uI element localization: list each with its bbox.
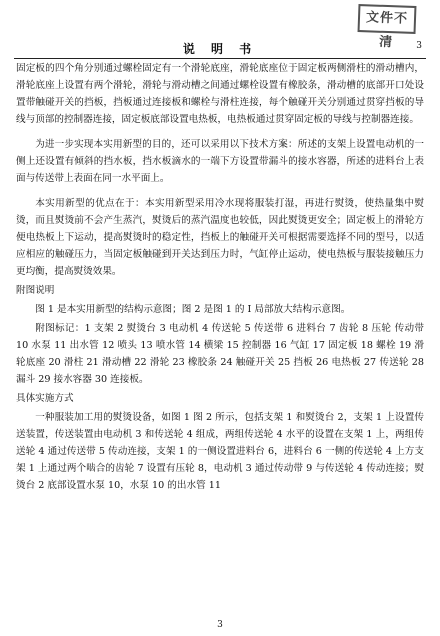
paragraph-fixed-plate: 固定板的四个角分别通过螺栓固定有一个滑轮底座，滑轮底座位于固定板两侧滑柱的滑动槽内，滑轮底座上设置有两个滑轮，滑轮与滑动槽之间通过螺栓设置有橡胶条，滑动槽的底部开口处设置带触碰开关的挡板，挡板通过连接板和螺栓与滑柱连接，每个触碰开关分别通过贯穿挡板的导线与顶部的控制器连接，固定板底部设置电热板，电热板通过贯穿固定板的导线与控制器连接。 xyxy=(16,63,424,125)
paragraph-figure-description: 图 1 是本实用新型的结构示意图；图 2 是图 1 的 I 局部放大结构示意图。 xyxy=(35,304,351,315)
paragraph-technical-scheme: 为进一步实现本实用新型的目的，还可以采用以下技术方案：所述的支架上设置电动机的一侧上还设置有倾斜的挡水板，挡水板滴水的一端下方设置带漏斗的接水容器，所述的进料台上表面与传送带上表面在同一水平面上。 xyxy=(16,139,424,184)
footer-page-number: 3 xyxy=(217,620,223,630)
section-heading-figures: 附图说明 xyxy=(16,285,55,296)
section-heading-embodiment: 具体实施方式 xyxy=(16,393,74,404)
header-page-number: 3 xyxy=(416,41,422,51)
paragraph-embodiment: 一种服装加工用的熨烫设备，如图 1 图 2 所示，包括支架 1 和熨烫台 2，支架 1 上设置传送装置，传送装置由电动机 3 和传送轮 4 组成，两组传送轮 4 水平的设置在支架 1 上，两组传送轮 4 通过传送带 5 传动连接，支架 1 的一侧设置进料台 6，进料台 6 一侧的传送轮 4 上方支架 1 上通过两个啮合的齿轮 7 设置有压轮 8，电动机 3 通过传动带 9 与传送轮 4 传动连接；熨烫台 2 底部设置水泵 10，水泵 10 的出水管 11 xyxy=(16,412,424,491)
document-body xyxy=(16,60,424,502)
paragraph-advantages: 本实用新型的优点在于：本实用新型采用冷水现将服装打湿，再进行熨烫，使热量集中熨烫，而且熨烫前不会产生蒸汽，熨烫后的蒸汽温度也较低，因此熨烫更安全；固定板上的滑轮方便电热板上下运动，提高熨烫时的稳定性，挡板上的触碰开关可根据需要选择不同的型号，以适应相应的触碰压力，当固定板触碰到开关达到压力时，气缸停止运动，使电热板与服装接触压力更均衡，提高熨烫效果。 xyxy=(16,198,424,277)
paragraph-figure-labels: 附图标记：1 支架 2 熨烫台 3 电动机 4 传送轮 5 传送带 6 进料台 7 齿轮 8 压轮 传动带 10 水泵 11 出水管 12 喷头 13 喷水管 14 横梁 15 控制器 16 气缸 17 固定板 18 螺栓 19 滑轮底座 20 滑柱 21 滑动槽 22 滑轮 23 橡胶条 24 触碰开关 25 挡板 26 电热板 27 传送轮 28 漏斗 29 接水容器 30 连接板。 xyxy=(16,323,424,385)
page-header xyxy=(14,40,426,59)
unclear-document-stamp: 文件不清 xyxy=(358,4,417,34)
document-title: 说 明 书 xyxy=(182,42,258,56)
